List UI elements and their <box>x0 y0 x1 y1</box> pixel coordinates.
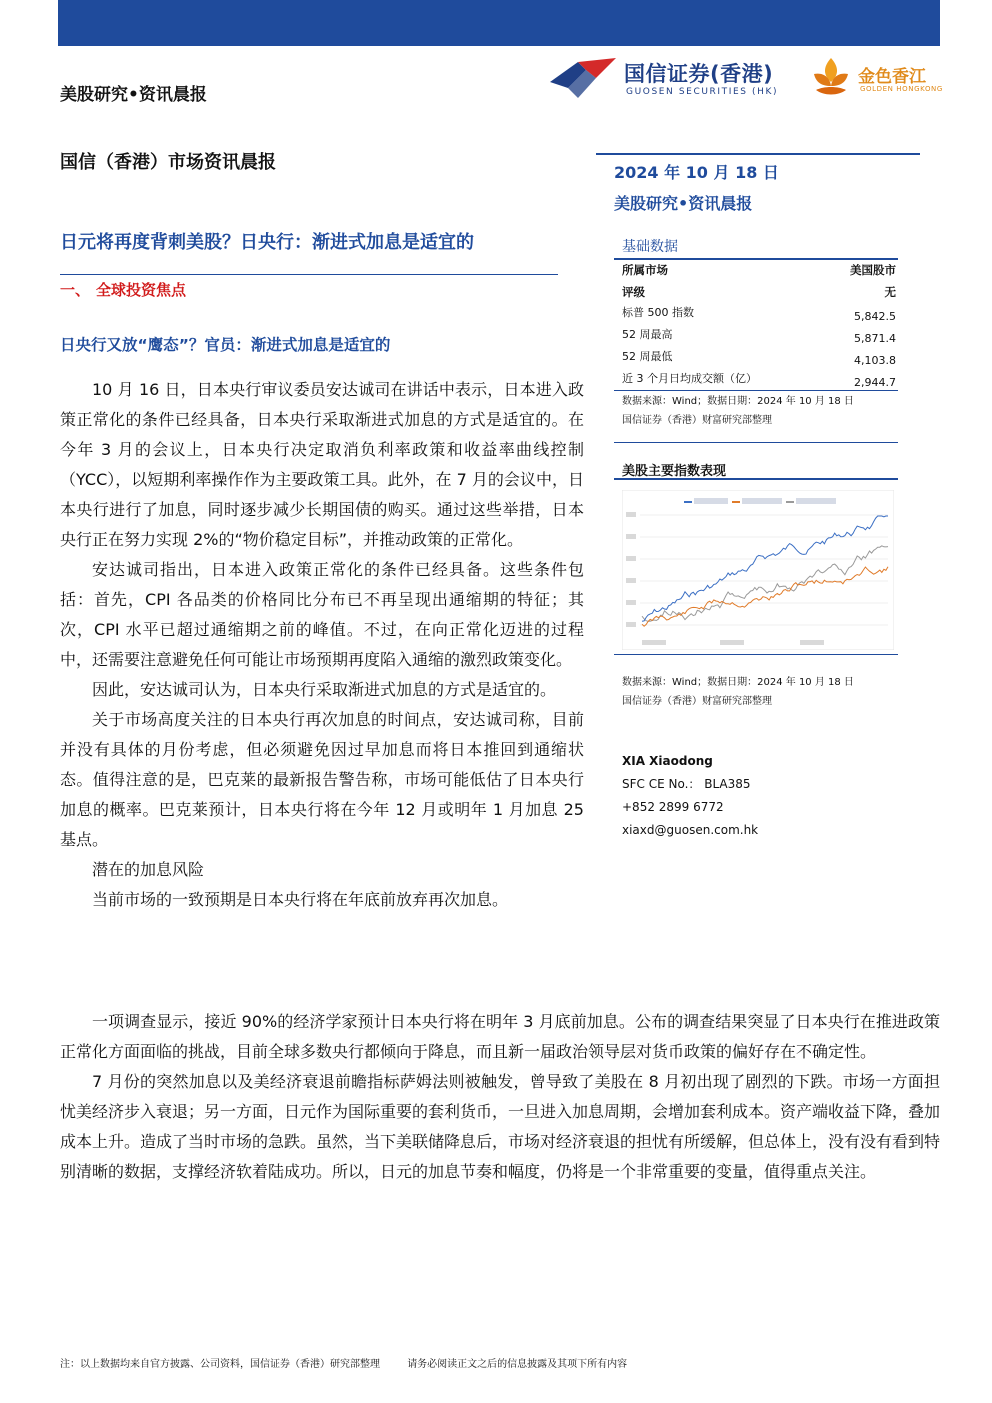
basic-data-value: 4,103.8 <box>854 354 896 367</box>
basic-data-rule <box>614 258 898 260</box>
golden-hongkong-logo <box>806 52 946 102</box>
analyst-sfc: SFC CE No.： BLA385 <box>622 777 751 791</box>
article-paragraph: 因此，安达诚司认为，日本央行采取渐进式加息的方式是适宜的。 <box>92 680 557 699</box>
basic-data-value: 无 <box>884 285 896 299</box>
index-chart-bottom-rule <box>614 654 898 655</box>
headline-divider <box>60 274 558 275</box>
section-heading <box>60 279 186 300</box>
article-paragraph: 安达诚司指出，日本进入政策正常化的条件已经具备。这些条件包括：首先，CPI 各品类的价格同比分布已不再呈现出通缩期的特征；其次，CPI 水平已超过通缩期之前的峰值。不过，在向正常化迈进的过程中，还需要注意避免任何可能让市场预期再度陷入通缩的激烈政策变化。 <box>60 560 584 669</box>
article-body-wide <box>60 1007 940 1187</box>
basic-data-row <box>622 326 896 346</box>
article-body-narrow <box>60 375 584 915</box>
section-number: 一、 <box>60 281 91 299</box>
basic-data-row <box>622 284 896 304</box>
golden-hongkong-logo-en: GOLDEN HONGKONG <box>860 85 943 93</box>
section-title: 全球投资焦点 <box>96 281 187 299</box>
guosen-logo-icon <box>548 56 620 100</box>
headline: 日元将再度背刺美股？日央行：渐进式加息是适宜的 <box>60 232 474 253</box>
index-chart-rule <box>614 478 898 480</box>
report-date: 2024 年 10 月 18 日 <box>614 163 779 182</box>
sidebar-top-rule <box>596 153 920 155</box>
sidebar-subtitle: 美股研究•资讯晨报 <box>614 194 753 213</box>
index-chart-source <box>622 673 854 711</box>
top-banner <box>58 0 940 46</box>
article-paragraph: 当前市场的一致预期是日本央行将在年底前放弃再次加息。 <box>92 890 509 909</box>
article-paragraph: 一项调查显示，接近 90%的经济学家预计日本央行将在明年 3 月底前加息。公布的调查结果突显了日本央行在推进政策正常化方面面临的挑战，目前全球多数央行都倾向于降息，而且新一届政治领导层对货币政策的偏好存在不确定性。 <box>60 1012 940 1061</box>
chart-legend <box>684 498 836 504</box>
guosen-logo <box>548 56 788 100</box>
footer-note <box>60 1355 651 1370</box>
footer-disclaimer: 请务必阅读正文之后的信息披露及其项下所有内容 <box>407 1359 628 1370</box>
source-line: 国信证券（香港）财富研究部整理 <box>622 415 772 426</box>
article-paragraph: 7 月份的突然加息以及美经济衰退前瞻指标萨姆法则被触发，曾导致了美股在 8 月初出现了剧烈的下跌。市场一方面担忧美经济步入衰退；另一方面，日元作为国际重要的套利货币，一旦进入加息周期，会增加套利成本。资产端收益下降，叠加成本上升。造成了当时市场的急跌。虽然，当下美联储降息后，市场对经济衰退的担忧有所缓解，但总体上，没有没有看到特别清晰的数据，支撑经济软着陆成功。所以，日元的加息节奏和幅度，仍将是一个非常重要的变量，值得重点关注。 <box>60 1072 941 1181</box>
report-title: 国信（香港）市场资讯晨报 <box>60 152 276 173</box>
analyst-email[interactable]: xiaxd@guosen.com.hk <box>622 823 759 837</box>
source-line: 国信证券（香港）财富研究部整理 <box>622 696 772 707</box>
source-line: 数据来源：Wind；数据日期：2024 年 10 月 18 日 <box>622 396 854 407</box>
basic-data-row <box>622 370 896 390</box>
article-paragraph: 潜在的加息风险 <box>92 860 205 879</box>
article-paragraph: 10 月 16 日，日本央行审议委员安达诚司在讲话中表示，日本进入政策正常化的条件已经具备，日本央行采取渐进式加息的方式是适宜的。在今年 3 月的会议上，日本央行决定取消负利率政策和收益率曲线控制（YCC），以短期利率操作作为主要政策工具。此外，在 7 月的会议中，日本央行进行了加息，同时逐步减少长期国债的购买。通过这些举措，日本央行正在努力实现 2%的“物价稳定目标”，并推动政策的正常化。 <box>60 380 584 549</box>
index-chart-title: 美股主要指数表现 <box>622 464 727 479</box>
basic-data-title: 基础数据 <box>622 239 678 255</box>
analyst-info <box>622 750 758 842</box>
header-label: 美股研究•资讯晨报 <box>60 85 207 105</box>
index-performance-chart <box>622 490 894 650</box>
basic-data-key: 近 3 个月日均成交额（亿） <box>622 372 757 385</box>
sidebar-divider <box>614 442 898 443</box>
basic-data-row <box>622 304 896 324</box>
basic-data-row <box>622 262 896 282</box>
basic-data-value: 2,944.7 <box>854 376 896 389</box>
golden-hongkong-logo-icon <box>806 52 856 102</box>
guosen-logo-cn: 国信证券(香港) <box>624 62 774 86</box>
basic-data-value: 5,842.5 <box>854 310 896 323</box>
source-line: 数据来源：Wind；数据日期：2024 年 10 月 18 日 <box>622 677 854 688</box>
basic-data-key: 评级 <box>622 285 645 299</box>
basic-data-value: 美国股市 <box>850 263 896 277</box>
basic-data-bottom-rule <box>614 390 898 391</box>
index-chart-svg <box>622 490 894 650</box>
footer-source-note: 注：以上数据均来自官方披露、公司资料，国信证券（香港）研究部整理 <box>60 1359 380 1370</box>
golden-hongkong-logo-cn: 金色香江 <box>858 67 926 87</box>
basic-data-key: 52 周最低 <box>622 350 673 363</box>
basic-data-value: 5,871.4 <box>854 332 896 345</box>
basic-data-key: 52 周最高 <box>622 328 673 341</box>
basic-data-key: 所属市场 <box>622 263 668 277</box>
analyst-name: XIA Xiaodong <box>622 754 713 768</box>
article-paragraph: 关于市场高度关注的日本央行再次加息的时间点，安达诚司称，目前并没有具体的月份考虑，但必须避免因过早加息而将日本推回到通缩状态。值得注意的是，巴克莱的最新报告警告称，市场可能低估了日本央行加息的概率。巴克莱预计，日本央行将在今年 12 月或明年 1 月加息 25 基点。 <box>60 710 584 849</box>
article-subheading: 日央行又放“鹰态”？官员：渐进式加息是适宜的 <box>60 336 391 354</box>
guosen-logo-en: GUOSEN SECURITIES (HK) <box>626 87 779 97</box>
basic-data-source <box>622 392 854 430</box>
basic-data-row <box>622 348 896 368</box>
basic-data-key: 标普 500 指数 <box>622 306 694 319</box>
analyst-phone: +852 2899 6772 <box>622 800 724 814</box>
